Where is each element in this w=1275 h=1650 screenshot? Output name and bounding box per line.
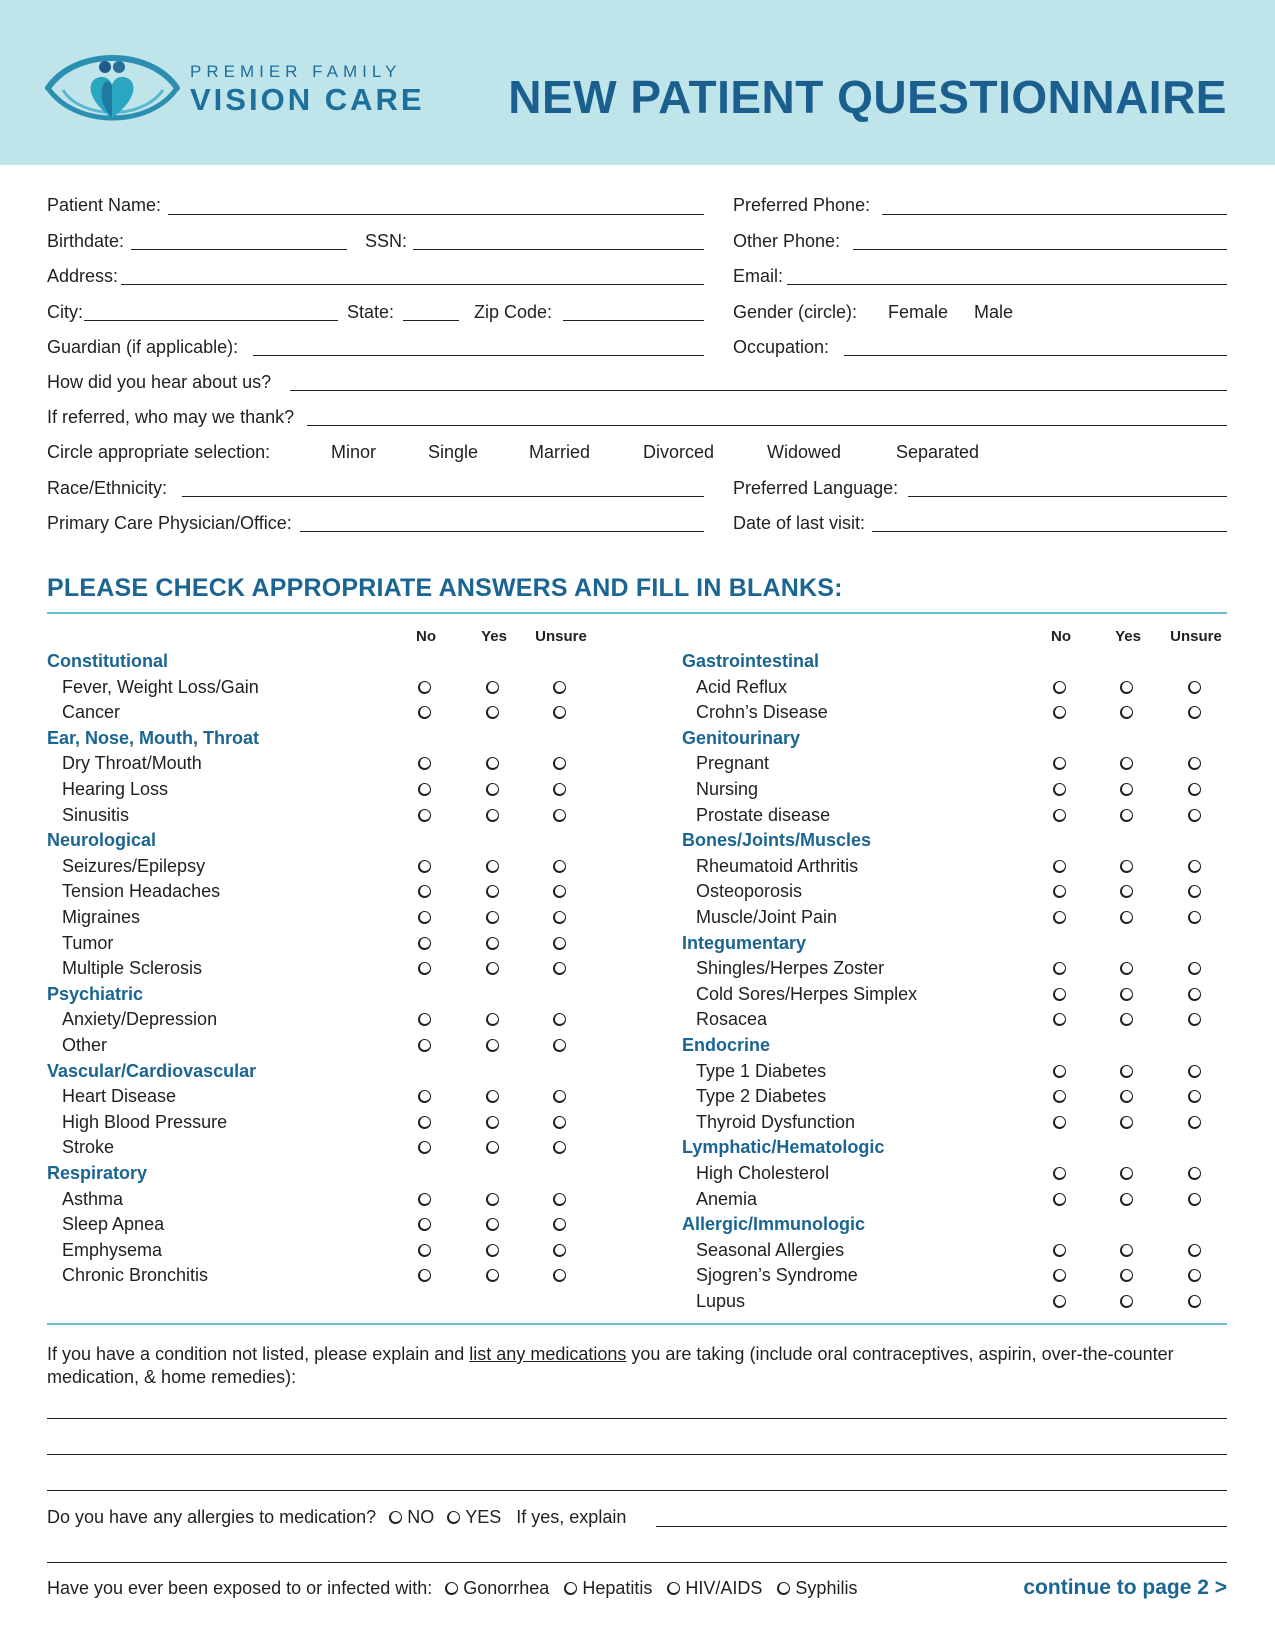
radio-no[interactable] [1053,962,1066,975]
condition-type-2-diabetes: Type 2 Diabetes [696,1086,827,1107]
radio-no[interactable] [418,1269,431,1282]
radio-unsure[interactable] [553,911,566,924]
condition-rosacea: Rosacea [696,1009,768,1030]
category-genitourinary: Genitourinary [682,727,801,748]
physician-field[interactable] [300,531,704,532]
radio-no[interactable] [1053,706,1066,719]
radio-yes[interactable] [486,783,499,796]
radio-yes[interactable] [486,1218,499,1231]
radio-unsure[interactable] [553,962,566,975]
condition-seasonal-allergies: Seasonal Allergies [696,1239,845,1260]
language-field[interactable] [908,496,1227,497]
condition-hearing-loss: Hearing Loss [62,779,169,799]
radio-no[interactable] [1053,1244,1066,1257]
radio-yes[interactable] [486,809,499,822]
category-respiratory: Respiratory [47,1163,148,1183]
radio-yes[interactable] [486,885,499,898]
radio-unsure[interactable] [1188,1090,1201,1103]
condition-muscle-joint-pain: Muscle/Joint Pain [696,907,838,927]
radio-yes[interactable] [486,1116,499,1129]
radio-no[interactable] [418,937,431,950]
radio-yes[interactable] [486,1269,499,1282]
gender-option-male[interactable]: Male [974,302,1014,322]
radio-yes[interactable] [1120,681,1133,694]
other-phone-field[interactable] [853,249,1227,250]
radio-unsure[interactable] [1188,1065,1201,1078]
radio-yes[interactable] [486,1244,499,1257]
radio-unsure[interactable] [553,1090,566,1103]
radio-no[interactable] [418,757,431,770]
radio-unsure[interactable] [1188,681,1201,694]
category-gastrointestinal: Gastrointestinal [682,651,820,671]
radio-yes[interactable] [1120,860,1133,873]
city-field[interactable] [84,320,338,321]
radio-unsure[interactable] [1188,1167,1201,1180]
radio-unsure[interactable] [1188,1244,1201,1257]
syphilis-label: Syphilis [795,1578,858,1598]
marital-option-widowed[interactable]: Widowed [767,442,842,462]
marital-option-separated[interactable]: Separated [896,442,980,462]
marital-option-divorced[interactable]: Divorced [643,442,715,462]
radio-no[interactable] [1053,885,1066,898]
language-label: Preferred Language: [733,478,899,498]
category-lymphatic-hematologic: Lymphatic/Hematologic [682,1137,885,1158]
radio-unsure[interactable] [1188,1295,1201,1308]
radio-yes[interactable] [1120,1116,1133,1129]
medications-line-1[interactable] [47,1418,1227,1419]
occupation-field[interactable] [844,355,1227,356]
radio-no[interactable] [418,1141,431,1154]
preferred-phone-field[interactable] [882,214,1227,215]
radio-yes[interactable] [1120,1295,1133,1308]
radio-unsure[interactable] [553,681,566,694]
race-field[interactable] [182,496,704,497]
last-visit-field[interactable] [872,531,1227,532]
radio-unsure[interactable] [553,1218,566,1231]
radio-yes[interactable] [1120,783,1133,796]
radio-unsure[interactable] [553,1141,566,1154]
condition-high-blood-pressure: High Blood Pressure [62,1111,228,1132]
column-header-unsure: Unsure [1170,628,1222,645]
list-medications-text: list any medications [469,1344,627,1364]
category-integumentary: Integumentary [682,932,807,953]
radio-no[interactable] [1053,681,1066,694]
header-banner [0,0,1275,165]
radio-no[interactable] [418,1090,431,1103]
radio-unsure[interactable] [553,1269,566,1282]
condition-emphysema: Emphysema [62,1239,163,1260]
condition-cancer: Cancer [62,702,121,723]
allergies-no-label: NO [407,1507,435,1527]
preferred-phone-label: Preferred Phone: [733,195,871,215]
condition-lupus: Lupus [696,1291,746,1311]
radio-yes[interactable] [486,911,499,924]
conditions-text-post: you are taking (include oral contraceptives, aspirin, over-the-counter medication, & home remedies): [47,1344,1174,1387]
condition-seizures-epilepsy: Seizures/Epilepsy [62,855,206,876]
hepatitis-radio[interactable] [564,1582,577,1595]
radio-unsure[interactable] [1188,885,1201,898]
hiv-aids-radio[interactable] [667,1582,680,1595]
condition-heart-disease: Heart Disease [62,1086,177,1107]
state-label: State: [347,302,395,322]
column-header-unsure: Unsure [535,628,587,645]
exposure-row [47,1578,857,1599]
condition-multiple-sclerosis: Multiple Sclerosis [62,958,203,979]
address-label: Address: [47,266,119,286]
email-label: Email: [733,266,784,286]
ssn-label: SSN: [365,231,408,251]
checklist-heading: PLEASE CHECK APPROPRIATE ANSWERS AND FILL IN BLANKS: [47,574,843,602]
radio-no[interactable] [1053,911,1066,924]
marital-option-married[interactable]: Married [529,442,591,462]
radio-unsure[interactable] [1188,706,1201,719]
allergies-question: Do you have any allergies to medication? [47,1507,377,1527]
category-psychiatric: Psychiatric [47,983,144,1004]
radio-no[interactable] [418,1116,431,1129]
radio-unsure[interactable] [1188,860,1201,873]
radio-yes[interactable] [1120,1065,1133,1078]
category-neurological: Neurological [47,830,157,851]
radio-no[interactable] [1053,1269,1066,1282]
condition-other: Other [62,1035,108,1055]
email-field[interactable] [787,284,1227,285]
radio-unsure[interactable] [1188,1193,1201,1206]
condition-osteoporosis: Osteoporosis [696,881,803,902]
allergies-explain-label: If yes, explain [516,1507,627,1527]
category-allergic-immunologic: Allergic/Immunologic [682,1214,866,1235]
category-constitutional: Constitutional [47,651,168,671]
patient-name-label: Patient Name: [47,195,162,215]
allergies-line-2[interactable] [47,1562,1227,1563]
referred-label: If referred, who may we thank? [47,407,295,427]
radio-unsure[interactable] [553,1039,566,1052]
radio-yes[interactable] [486,937,499,950]
address-field[interactable] [121,284,704,285]
radio-unsure[interactable] [1188,988,1201,1001]
allergies-yes-label: YES [465,1507,502,1527]
radio-no[interactable] [1053,860,1066,873]
radio-no[interactable] [418,911,431,924]
gonorrhea-radio[interactable] [445,1582,458,1595]
radio-no[interactable] [1053,783,1066,796]
eye-heart-logo-icon [45,40,180,135]
condition-sjogren-s-syndrome: Sjogren’s Syndrome [696,1265,858,1286]
condition-migraines: Migraines [62,907,141,927]
column-header-no: No [416,628,436,645]
radio-no[interactable] [1053,1116,1066,1129]
condition-prostate-disease: Prostate disease [696,804,831,825]
brand-line-2: VISION CARE [190,82,425,117]
radio-yes[interactable] [1120,1090,1133,1103]
radio-yes[interactable] [486,1013,499,1026]
syphilis-radio[interactable] [777,1582,790,1595]
radio-yes[interactable] [1120,1193,1133,1206]
radio-yes[interactable] [486,1193,499,1206]
continue-to-page-2-link[interactable]: continue to page 2 > [1023,1576,1227,1599]
medications-line-3[interactable] [47,1490,1227,1491]
physician-label: Primary Care Physician/Office: [47,513,292,533]
column-header-yes: Yes [1115,628,1141,645]
zip-field[interactable] [563,320,704,321]
radio-unsure[interactable] [553,809,566,822]
radio-yes[interactable] [1120,962,1133,975]
radio-no[interactable] [418,1218,431,1231]
city-label: City: [47,302,83,322]
radio-no[interactable] [1053,1013,1066,1026]
marital-option-minor[interactable]: Minor [331,442,377,462]
radio-no[interactable] [418,681,431,694]
radio-yes[interactable] [486,860,499,873]
radio-unsure[interactable] [1188,1116,1201,1129]
radio-yes[interactable] [1120,1013,1133,1026]
radio-no[interactable] [418,962,431,975]
radio-yes[interactable] [1120,885,1133,898]
hiv-aids-label: HIV/AIDS [685,1578,763,1598]
condition-rheumatoid-arthritis: Rheumatoid Arthritis [696,855,859,876]
radio-unsure[interactable] [553,1193,566,1206]
condition-pregnant: Pregnant [696,753,770,774]
radio-unsure[interactable] [1188,809,1201,822]
gonorrhea-label: Gonorrhea [463,1578,550,1598]
radio-yes[interactable] [1120,1269,1133,1282]
radio-yes[interactable] [486,757,499,770]
hepatitis-label: Hepatitis [582,1578,653,1598]
category-ear-nose-mouth-throat: Ear, Nose, Mouth, Throat [47,727,260,748]
radio-yes[interactable] [1120,1167,1133,1180]
radio-yes[interactable] [486,1090,499,1103]
radio-unsure[interactable] [1188,911,1201,924]
radio-unsure[interactable] [553,1244,566,1257]
marital-status-label: Circle appropriate selection: [47,442,271,462]
radio-yes[interactable] [1120,988,1133,1001]
divider [47,612,1227,614]
radio-yes[interactable] [486,1039,499,1052]
radio-unsure[interactable] [1188,1269,1201,1282]
brand-line-1: PREMIER FAMILY [190,62,402,81]
condition-chronic-bronchitis: Chronic Bronchitis [62,1265,209,1286]
radio-no[interactable] [1053,988,1066,1001]
radio-no[interactable] [1053,1065,1066,1078]
radio-unsure[interactable] [1188,1013,1201,1026]
radio-unsure[interactable] [553,783,566,796]
gender-option-female[interactable]: Female [888,302,949,322]
condition-thyroid-dysfunction: Thyroid Dysfunction [696,1111,856,1132]
birthdate-field[interactable] [131,249,347,250]
radio-yes[interactable] [1120,809,1133,822]
page-title: NEW PATIENT QUESTIONNAIRE [508,71,1227,123]
radio-no[interactable] [418,1244,431,1257]
radio-no[interactable] [1053,1295,1066,1308]
radio-unsure[interactable] [1188,962,1201,975]
condition-tumor: Tumor [62,932,114,953]
condition-nursing: Nursing [696,779,759,799]
referred-field[interactable] [307,425,1227,426]
category-endocrine: Endocrine [682,1035,771,1055]
radio-yes[interactable] [1120,706,1133,719]
category-vascular-cardiovascular: Vascular/Cardiovascular [47,1060,257,1081]
radio-no[interactable] [418,885,431,898]
condition-dry-throat-mouth: Dry Throat/Mouth [62,753,202,774]
condition-acid-reflux: Acid Reflux [696,676,788,697]
radio-no[interactable] [418,1013,431,1026]
allergies-yes-radio[interactable] [447,1511,460,1524]
radio-no[interactable] [418,860,431,873]
guardian-label: Guardian (if applicable): [47,337,239,357]
hear-about-label: How did you hear about us? [47,372,272,392]
allergies-no-radio[interactable] [389,1511,402,1524]
conditions-instructions [47,1343,1227,1389]
radio-no[interactable] [418,1193,431,1206]
radio-yes[interactable] [486,706,499,719]
medications-line-2[interactable] [47,1454,1227,1455]
condition-fever-weight-loss-gain: Fever, Weight Loss/Gain [62,676,259,697]
guardian-field[interactable] [253,355,704,356]
marital-option-single[interactable]: Single [428,442,479,462]
radio-yes[interactable] [486,962,499,975]
column-header-no: No [1051,628,1071,645]
radio-no[interactable] [1053,757,1066,770]
condition-stroke: Stroke [62,1137,115,1158]
radio-yes[interactable] [486,1141,499,1154]
condition-sleep-apnea: Sleep Apnea [62,1214,165,1235]
radio-unsure[interactable] [1188,783,1201,796]
radio-no[interactable] [418,809,431,822]
last-visit-label: Date of last visit: [733,513,866,533]
radio-unsure[interactable] [553,937,566,950]
zip-label: Zip Code: [474,302,553,322]
category-bones-joints-muscles: Bones/Joints/Muscles [682,830,872,851]
birthdate-label: Birthdate: [47,231,125,251]
radio-unsure[interactable] [553,757,566,770]
condition-anxiety-depression: Anxiety/Depression [62,1009,218,1030]
condition-type-1-diabetes: Type 1 Diabetes [696,1060,827,1081]
radio-no[interactable] [418,783,431,796]
radio-no[interactable] [418,1039,431,1052]
condition-high-cholesterol: High Cholesterol [696,1163,830,1183]
state-field[interactable] [403,320,459,321]
divider [47,1323,1227,1325]
radio-unsure[interactable] [553,1013,566,1026]
radio-unsure[interactable] [553,885,566,898]
condition-asthma: Asthma [62,1188,124,1209]
radio-unsure[interactable] [553,860,566,873]
condition-shingles-herpes-zoster: Shingles/Herpes Zoster [696,958,885,979]
patient-name-field[interactable] [168,214,704,215]
condition-sinusitis: Sinusitis [62,804,130,825]
condition-tension-headaches: Tension Headaches [62,881,221,902]
radio-no[interactable] [1053,809,1066,822]
condition-cold-sores-herpes-simplex: Cold Sores/Herpes Simplex [696,983,918,1004]
radio-yes[interactable] [1120,757,1133,770]
radio-no[interactable] [1053,1167,1066,1180]
hear-about-field[interactable] [290,390,1227,391]
conditions-text-pre: If you have a condition not listed, please explain and [47,1344,470,1364]
condition-crohn-s-disease: Crohn’s Disease [696,702,828,723]
radio-yes[interactable] [1120,911,1133,924]
radio-no[interactable] [1053,1090,1066,1103]
gender-label: Gender (circle): [733,302,858,322]
ssn-field[interactable] [413,249,704,250]
other-phone-label: Other Phone: [733,231,841,251]
race-label: Race/Ethnicity: [47,478,168,498]
radio-unsure[interactable] [1188,757,1201,770]
allergies-explain-field[interactable] [656,1526,1227,1527]
radio-unsure[interactable] [553,1116,566,1129]
radio-yes[interactable] [486,681,499,694]
occupation-label: Occupation: [733,337,830,357]
radio-unsure[interactable] [553,706,566,719]
allergies-row [47,1507,626,1528]
radio-no[interactable] [418,706,431,719]
exposure-question: Have you ever been exposed to or infected with: [47,1578,433,1598]
column-header-yes: Yes [481,628,507,645]
radio-yes[interactable] [1120,1244,1133,1257]
radio-no[interactable] [1053,1193,1066,1206]
condition-anemia: Anemia [696,1188,758,1209]
